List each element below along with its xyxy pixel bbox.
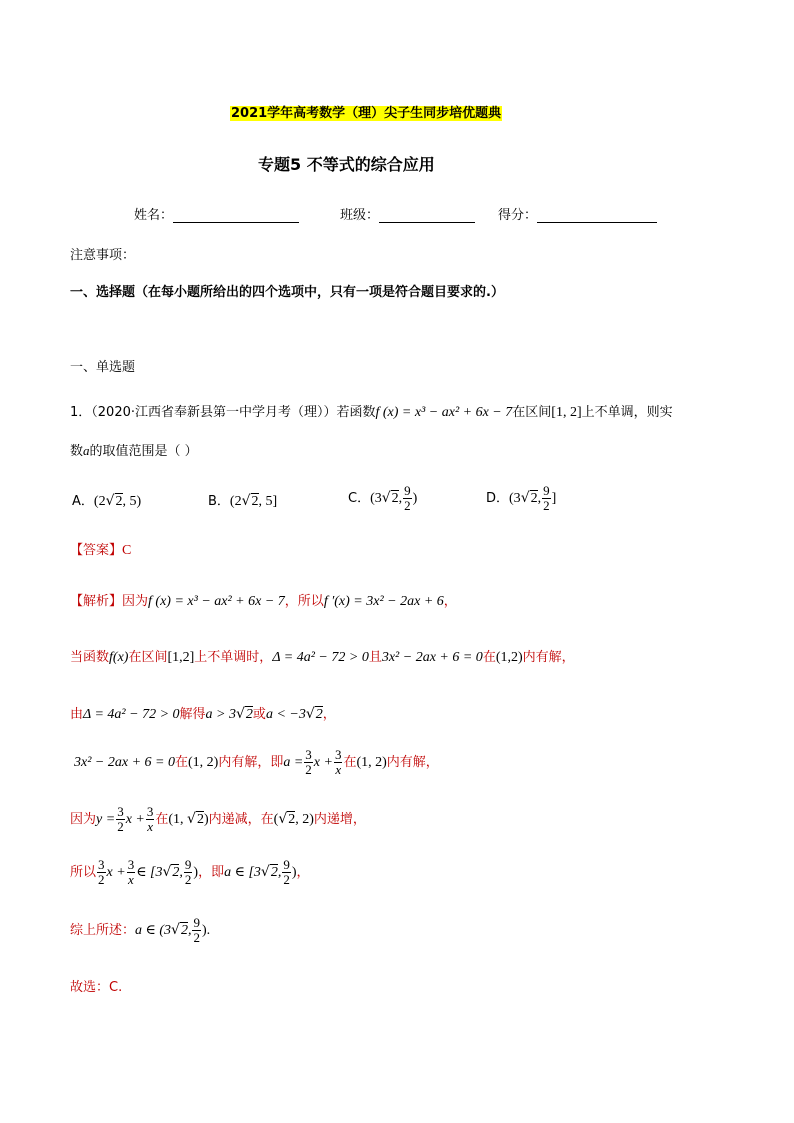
option-a-label: A．	[72, 494, 94, 509]
option-b-label: B．	[208, 494, 230, 509]
s2-k: 内有解，	[522, 650, 575, 665]
class-field[interactable]	[379, 208, 475, 223]
class-row	[340, 204, 475, 223]
solution-conclusion: 故选：C.	[70, 980, 123, 995]
s1-a: 因为	[122, 594, 149, 609]
solution-line-4: 3x² − 2ax + 6 = 0在(1, 2)内有解，即a = $\frac{3}{2}$ x + $\frac{3}{x}$ 在(1, 2)内有解，	[74, 747, 439, 777]
question-interval: [1, 2]	[551, 405, 582, 420]
class-label: 班级：	[340, 208, 380, 223]
s5-a: 因为	[70, 812, 97, 827]
s1-b: ，所以	[284, 594, 324, 609]
question-function: f (x) = x³ − ax² + 6x − 7	[375, 405, 513, 420]
s1-fp: f ′(x) = 3x² − 2ax + 6	[323, 594, 444, 609]
s3-e: 或	[252, 707, 266, 722]
s2-d: Δ = 4a² − 72 > 0	[272, 650, 369, 665]
solution-line-1	[70, 590, 457, 610]
s3-a: 由	[70, 707, 84, 722]
s2-e: 且	[368, 650, 382, 665]
s4-h: 内有解，	[386, 755, 439, 770]
name-row	[134, 204, 299, 223]
s4-d: 内有解，即	[218, 755, 284, 770]
option-d-label: D．	[486, 491, 510, 506]
s2-j: (1,2)	[495, 650, 523, 665]
option-c[interactable]: C．(3√2, $\frac{9}{2}$ )	[348, 483, 418, 513]
topic-title: 专题5 不等式的综合应用	[258, 155, 435, 174]
solution-line-7: 综上所述：a ∈ (3√2, $\frac{9}{2}$ ).	[70, 915, 211, 945]
s3-c: 解得	[179, 707, 206, 722]
s2-b: 在区间	[128, 650, 168, 665]
s3-g: ，	[322, 707, 336, 722]
question-text-tail: 上不单调，则实	[581, 405, 673, 420]
option-c-label: C．	[348, 491, 371, 506]
option-b[interactable]: B．(2√2, 5]	[208, 493, 278, 509]
s1-f: f (x) = x³ − ax² + 6x − 7	[148, 594, 285, 609]
score-field[interactable]	[537, 208, 657, 223]
s2-c: 上不单调时，	[194, 650, 273, 665]
solution-tag: 【解析】	[70, 594, 123, 609]
notice-label: 注意事项：	[70, 248, 136, 263]
question-line-1	[70, 401, 673, 421]
question-number: 1．	[70, 405, 92, 420]
s2-a: 当函数	[70, 650, 110, 665]
s5-c: 在	[155, 812, 169, 827]
s2-h: 在	[482, 650, 496, 665]
s6-a: 所以	[70, 865, 97, 880]
s1-c: ，	[443, 594, 457, 609]
s7-a: 综上所述：	[70, 923, 136, 938]
s6-c: ，即	[198, 865, 225, 880]
s5-g: 内递增，	[313, 812, 366, 827]
s2-f: f(x)	[109, 650, 129, 665]
question-text-mid: 在区间	[512, 405, 552, 420]
s4-f: 在	[343, 755, 357, 770]
question-text-2b: 的取值范围是（ ）	[89, 444, 198, 459]
answer-tag: 【答案】	[70, 543, 123, 558]
s4-g: (1, 2)	[356, 755, 387, 770]
s5-e: 内递减，在	[208, 812, 274, 827]
s6-e: ，	[296, 865, 310, 880]
s2-i: [1,2]	[167, 650, 195, 665]
question-line-2	[70, 440, 198, 459]
name-label: 姓名：	[134, 208, 174, 223]
subsection-title: 一、单选题	[70, 360, 136, 375]
section-title: 一、选择题（在每小题所给出的四个选项中，只有一项是符合题目要求的.）	[70, 285, 504, 300]
header-banner: 2021学年高考数学（理）尖子生同步培优题典	[231, 106, 502, 121]
answer-value: C	[122, 543, 132, 558]
s2-g: 3x² − 2ax + 6 = 0	[381, 650, 483, 665]
name-field[interactable]	[173, 208, 299, 223]
question-text-2a: 数	[70, 444, 84, 459]
s4-b: 在	[174, 755, 188, 770]
option-d[interactable]: D．(3√2, $\frac{9}{2}$ ]	[486, 483, 557, 513]
option-a[interactable]: A．(2√2, 5)	[72, 493, 142, 509]
solution-line-3: 由Δ = 4a² − 72 > 0解得a > 3√2或a < −3√2，	[70, 706, 336, 722]
s3-b: Δ = 4a² − 72 > 0	[83, 707, 180, 722]
answer-line	[70, 539, 131, 559]
solution-line-6: 所以 $\frac{3}{2}$ x + $\frac{3}{x}$ ∈ [3√2, $\frac{9}{2}$ )，即a ∈ [3√2, $\frac{9}{2}$ )，	[70, 857, 310, 887]
score-row	[498, 204, 657, 223]
s4-a: 3x² − 2ax + 6 = 0	[74, 755, 175, 770]
question-var-a: a	[83, 443, 90, 458]
solution-line-2	[70, 646, 575, 666]
s4-c: (1, 2)	[187, 755, 219, 770]
score-label: 得分：	[498, 208, 538, 223]
solution-line-5: 因为y = $\frac{3}{2}$ x + $\frac{3}{x}$ 在(1, √2)内递减，在(√2, 2)内递增，	[70, 804, 366, 834]
question-source: （2020·江西省奉新县第一中学月考（理））若函数	[91, 405, 376, 420]
